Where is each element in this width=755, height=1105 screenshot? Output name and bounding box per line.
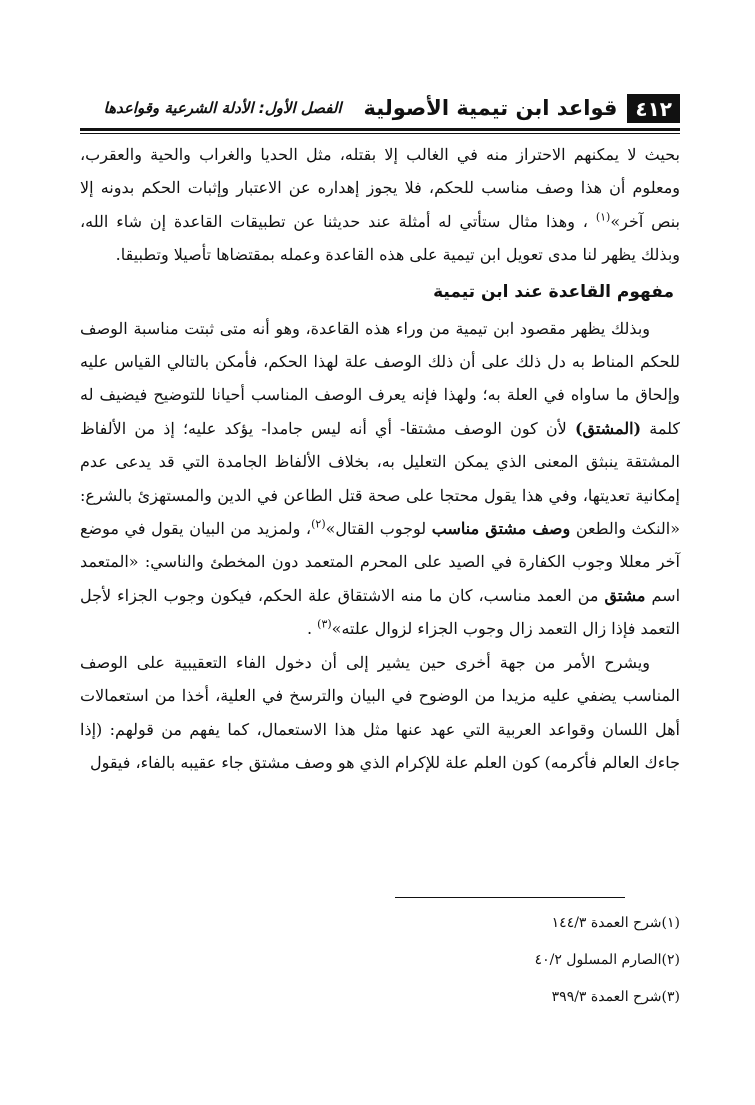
- paragraph-2-part-a: وبذلك يظهر مقصود ابن تيمية من وراء هذه القاعدة، وهو أنه متى ثبتت مناسبة الوصف للحكم المناط به دل ذلك على أن ذلك الوصف علة لهذا الحكم، فأمكن بالتالي القياس عليه وإلحاق ما ساواه في العلة به؛ ولهذا فإنه يعرف الوصف المناسب أحيانا للتوضيح فيضيف له كلمة: [80, 318, 680, 438]
- footnote-1: (١)شرح العمدة ١٤٤/٣: [551, 915, 680, 931]
- paragraph-2-part-e: من العمد مناسب، كان ما منه الاشتقاق علة الحكم، فيكون وجوب الجزاء لأجل التعمد فإذا زال التعمد زال وجوب الجزاء لزوال علته»: [80, 585, 680, 639]
- footnote-2: (٢)الصارم المسلول ٤٠/٢: [534, 952, 680, 968]
- footnote-ref-1: (١): [595, 210, 611, 224]
- footnotes: [80, 905, 680, 1016]
- running-header: [80, 88, 680, 128]
- paragraph-2-part-f: .: [306, 619, 313, 639]
- paragraph-2-part-c: لوجوب القتال»: [325, 519, 427, 539]
- footnote-3: (٣)شرح العمدة ٣٩٩/٣: [551, 989, 680, 1005]
- section-title: الفصل الأول: الأدلة الشرعية وقواعدها: [103, 99, 342, 117]
- book-title: قواعد ابن تيمية الأصولية: [363, 96, 618, 120]
- page-number: ٤١٢: [627, 94, 680, 123]
- paragraph-3: ويشرح الأمر من جهة أخرى حين يشير إلى أن دخول الفاء التعقيبية على الوصف المناسب يضفي عليه مزيدا من الوضوح في البيان والترسخ في العلية، أخذا من استعمالات أهل اللسان وقواعد العربية التي عهد عنها مثل هذا الاستعمال، كما يفهم من قولهم: (إذا جاءك العالم فأكرمه) كون العلم علة للإكرام الذي هو وصف مشتق جاء عقيبه بالفاء، فيقول: [80, 652, 681, 772]
- bold-term-mushtaq: (المشتق): [574, 418, 642, 438]
- paragraph-2-part-d: ، ولمزيد من البيان يقول في موضع آخر معللا وجوب الكفارة في الصيد على المحرم المتعمد دون المخطئ والناسي: «المتعمد اسم: [80, 519, 681, 605]
- paragraph-1-text: بحيث لا يمكنهم الاحتراز منه في الغالب إلا بقتله، مثل الحديا والغراب والحية والعقرب، ومعلوم أن هذا وصف مناسب للحكم، فلا يجوز إهداره عن الاعتبار وإثبات الحكم بدونه إلا بنص آخر»: [80, 145, 681, 231]
- footnote-rule: [395, 897, 625, 898]
- paragraph-2: [80, 312, 680, 646]
- section-heading: مفهوم القاعدة عند ابن تيمية: [433, 281, 674, 302]
- paragraph-1: [80, 138, 680, 272]
- bold-term-wasf: وصف مشتق مناسب: [431, 519, 571, 539]
- paragraph-1-end: ، وهذا مثال ستأتي له أمثلة عند حديثنا عن تطبيقات القاعدة إن شاء الله، وبذلك يظهر لنا مدى تعويل ابن تيمية على هذه القاعدة وعمله بمقتضاها تأصيلا وتطبيقا.: [80, 211, 680, 265]
- footnote-ref-3: (٣): [317, 617, 332, 631]
- paragraph-2-part-b: لأن كون الوصف مشتقا- أي أنه ليس جامدا- يؤكد عليه؛ إذ من الألفاظ المشتقة ينبثق المعنى الذي يمكن التعليل به، بخلاف الألفاظ الجامدة التي قد يدعى عدم إمكانية تعديتها، وفي هذا يقول محتجا على صحة قتل الطاعن في الدين والمستهزئ بالشرع: «النكث والطعن: [80, 418, 681, 539]
- header-rule: [80, 128, 680, 134]
- main-text: [80, 138, 680, 779]
- footnote-ref-2: (٢): [311, 517, 326, 531]
- bold-term-mushtaq-2: مشتق: [604, 585, 646, 605]
